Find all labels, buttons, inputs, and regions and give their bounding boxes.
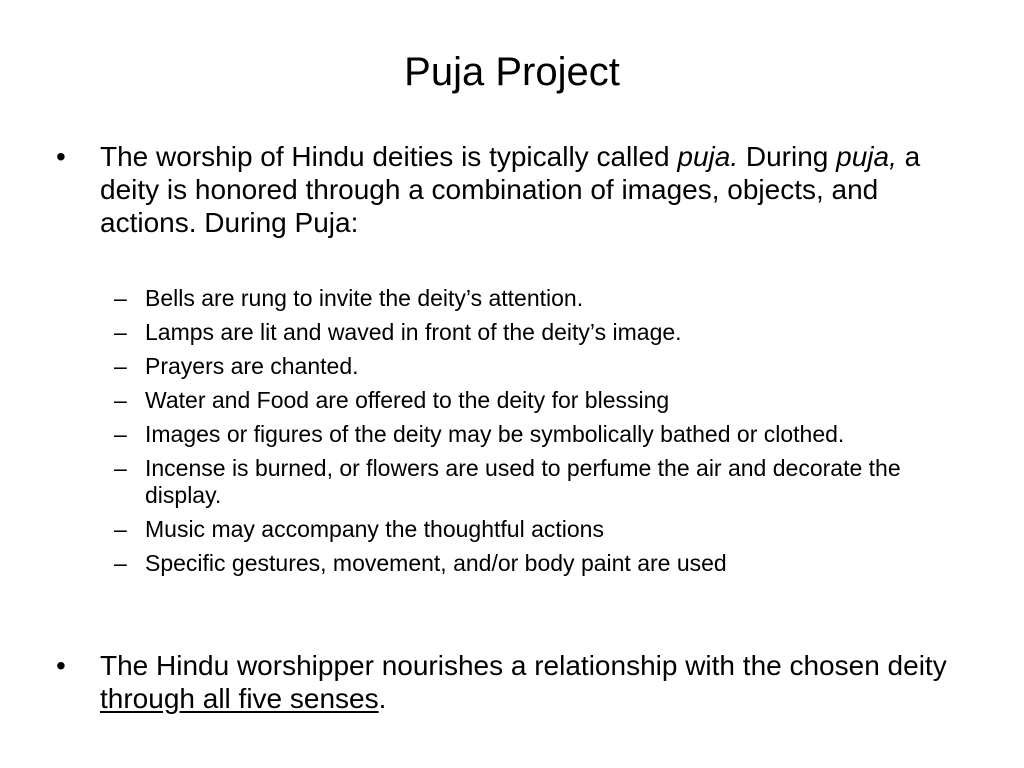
bullet-senses-part1: The Hindu worshipper nourishes a relationship with the chosen deity [100, 650, 947, 681]
list-item [114, 319, 934, 346]
list-item-text: Lamps are lit and waved in front of the deity’s image. [145, 319, 682, 345]
dash-marker: – [114, 550, 127, 576]
slide-title: Puja Project [404, 50, 620, 94]
puja-actions-list [114, 285, 934, 584]
bullet-worship-part3: a deity is honored through a combination of images, objects, and actions. During Puja: [100, 141, 921, 238]
list-item-text: Bells are rung to invite the deity’s attention. [145, 285, 584, 311]
list-item-text: Specific gestures, movement, and/or body paint are used [145, 550, 727, 576]
dash-marker: – [114, 421, 127, 447]
list-item [114, 387, 934, 414]
list-item-text: Images or figures of the deity may be symbolically bathed or clothed. [145, 421, 845, 447]
bullet-senses-text [100, 649, 960, 715]
list-item [114, 353, 934, 380]
dash-marker: – [114, 353, 127, 379]
list-item [114, 421, 934, 448]
bullet-senses-underlined: through all five senses [100, 683, 379, 714]
list-item [114, 455, 934, 509]
list-item-text: Incense is burned, or flowers are used to perfume the air and decorate the display. [145, 455, 901, 508]
bullet-senses-part2: . [378, 683, 387, 714]
list-item-text: Water and Food are offered to the deity for blessing [145, 387, 670, 413]
bullet-worship-text [100, 140, 960, 239]
list-item-text: Music may accompany the thoughtful actions [145, 516, 604, 542]
bullet-marker: • [56, 141, 66, 172]
list-item [114, 285, 934, 312]
dash-marker: – [114, 455, 127, 481]
bullet-worship-part1: The worship of Hindu deities is typically called [100, 141, 678, 172]
dash-marker: – [114, 285, 127, 311]
dash-marker: – [114, 319, 127, 345]
dash-marker: – [114, 516, 127, 542]
bullet-worship-italic2: puja, [836, 141, 897, 172]
list-item [114, 516, 934, 543]
list-item [114, 550, 934, 577]
bullet-worship-part2: During [738, 141, 837, 172]
bullet-worship-italic1: puja. [677, 141, 739, 172]
list-item-text: Prayers are chanted. [145, 353, 359, 379]
dash-marker: – [114, 387, 127, 413]
bullet-marker: • [56, 650, 66, 681]
